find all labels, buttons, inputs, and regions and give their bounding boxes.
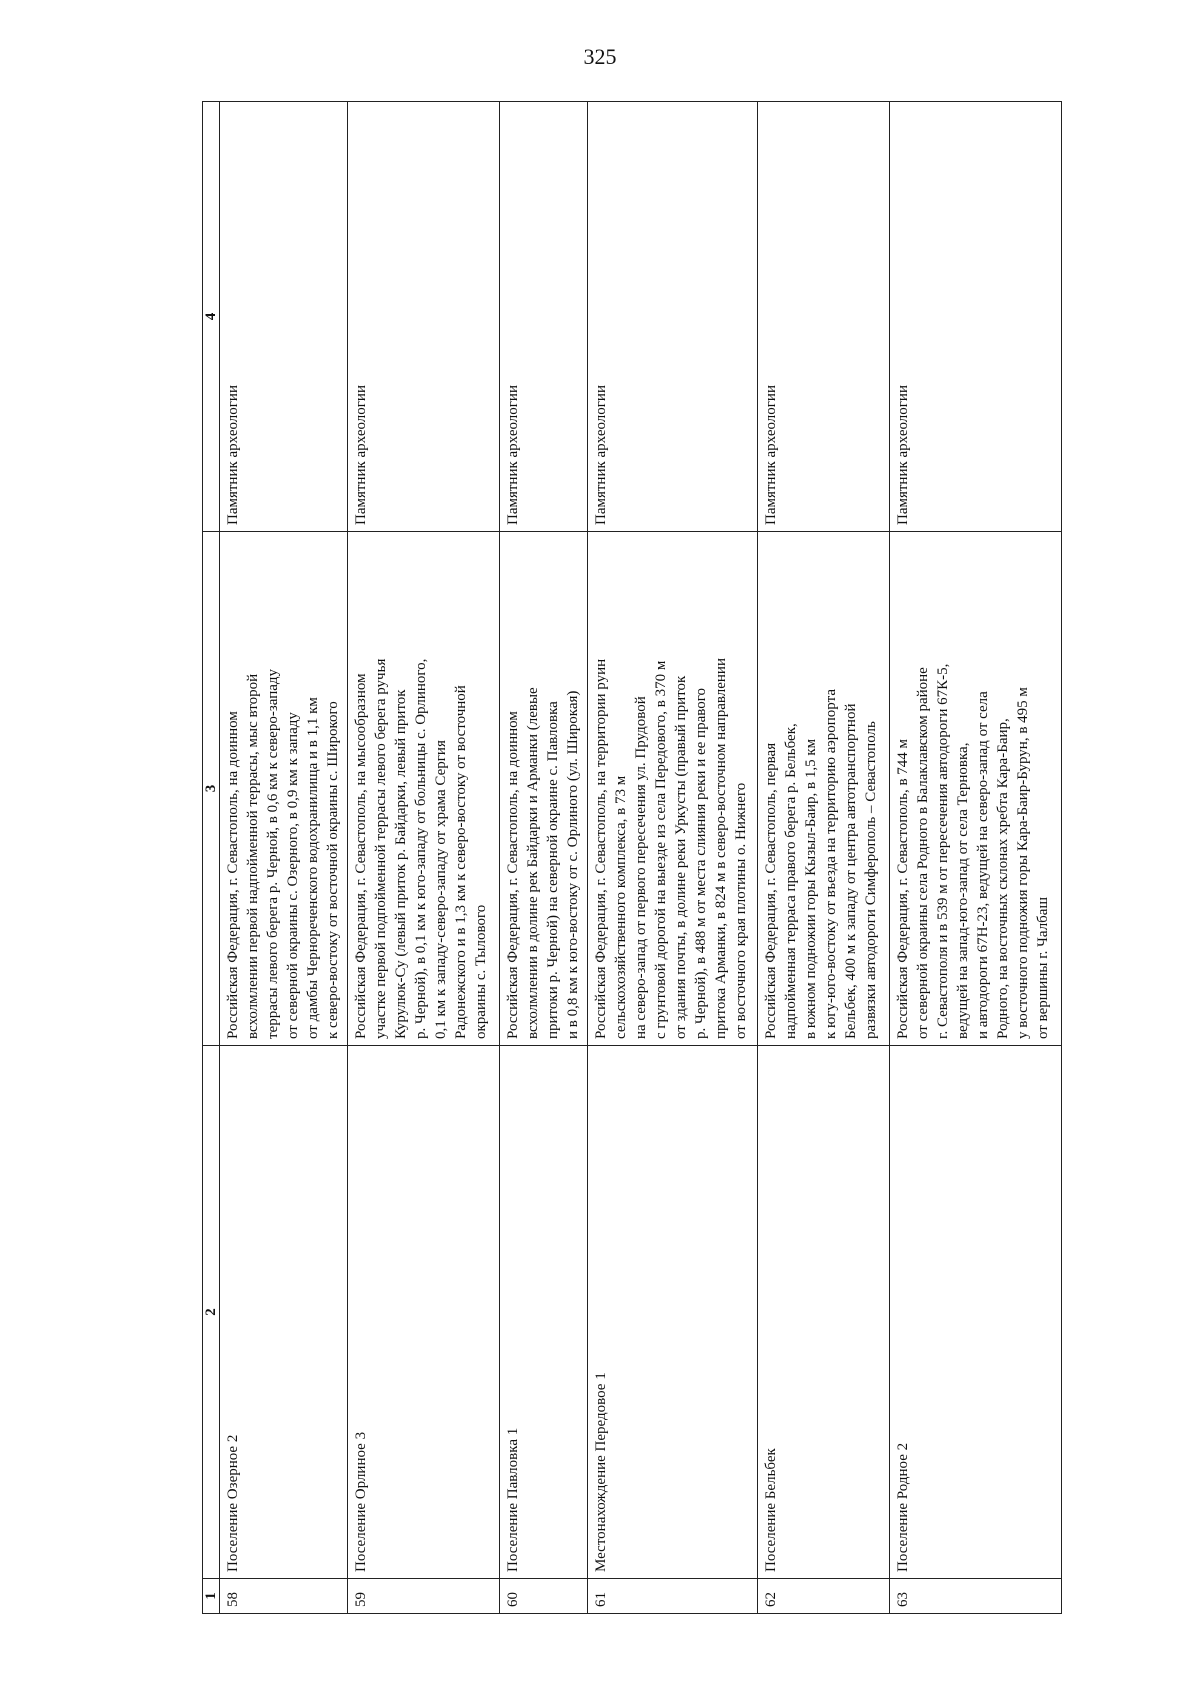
object-category: Памятник археологии xyxy=(890,102,1062,532)
object-location: Российская Федерация, г. Севастополь, на доинном всхолмлении в долине рек Байдарки и Арманки (левые притоки р. Черной) на северной окраине с. Павловка и в 0,8 км к юго-востоку от с. Орлиного (ул. Широкая) xyxy=(500,532,588,1046)
object-location: Российская Федерация, г. Севастополь, первая надпойменная терраса правого берега р. Бельбек, в южном подножии горы Кызыл-Баир, в 1,5 км к югу-юго-востоку от въезда на территорию аэропорта Бельбек, 400 м к западу от центра автотранспортной развязки автодороги Симферополь – Севастополь xyxy=(758,532,890,1046)
rotated-table-container xyxy=(202,102,1050,1614)
table-row xyxy=(758,102,890,1614)
table-row xyxy=(220,102,348,1614)
object-category: Памятник археологии xyxy=(348,102,500,532)
table-row xyxy=(890,102,1062,1614)
object-location: Российская Федерация, г. Севастополь, на территории руин сельскохозяйственного комплекса, в 73 м на северо-запад от первого пересечения ул. Прудовой с грунтовой дорогой на выезде из села Передового, в 370 м от здания почты, в долине реки Уркусты (правый приток р. Черной), в 488 м от места слияния реки и ее правого притока Арманки, в 824 м в северо-восточном направлении от восточного края плотины о. Нижнего xyxy=(588,532,758,1046)
object-location: Российская Федерация, г. Севастополь, на доинном всхолмлении первой надпойменной террасы, мыс второй террасы левого берега р. Черной, в 0,6 км к северо-западу от северной окраины с. Озерного, в 0,9 км к западу от дамбы Чернореченского водохранилища и в 1,1 км к северо-востоку от восточной окраины с. Широкого xyxy=(220,532,348,1046)
object-category: Памятник археологии xyxy=(588,102,758,532)
object-name: Поселение Орлиное 3 xyxy=(348,1046,500,1579)
table-row xyxy=(348,102,500,1614)
row-number: 59 xyxy=(348,1579,500,1614)
row-number: 63 xyxy=(890,1579,1062,1614)
object-category: Памятник археологии xyxy=(500,102,588,532)
object-name: Местонахождение Передовое 1 xyxy=(588,1046,758,1579)
header-col-1: 1 xyxy=(203,1579,220,1614)
object-location: Российская Федерация, г. Севастополь, на мысообразном участке первой подпойменной террасы левого берега ручья Курулюк-Су (левый приток р. Байдарки, левый приток р. Черной), в 0,1 км к юго-западу от больницы с. Орлиного, 0,1 км к западу-северо-западу от храма Сергия Радонежского и в 1,3 км к северо-востоку от восточной окраины с. Тылового xyxy=(348,532,500,1046)
row-number: 62 xyxy=(758,1579,890,1614)
object-name: Поселение Родное 2 xyxy=(890,1046,1062,1579)
row-number: 61 xyxy=(588,1579,758,1614)
table-row xyxy=(588,102,758,1614)
object-name: Поселение Озерное 2 xyxy=(220,1046,348,1579)
table-header-row xyxy=(203,102,220,1614)
page-number: 325 xyxy=(583,44,617,69)
object-location: Российская Федерация, г. Севастополь, в 744 м от северной окраины села Родного в Балаклавском районе г. Севастополя и в 539 м от пересечения автодороги 67К-5, ведущей на запад-юго-запад от села Терновка, и автодороги 67Н-23, ведущей на северо-запад от села Родного, на восточных склонах хребта Кара-Баир, у восточного подножия горы Кара-Баир-Бурун, в 495 м от вершины г. Чалбаш xyxy=(890,532,1062,1046)
object-category: Памятник археологии xyxy=(758,102,890,532)
object-name: Поселение Павловка 1 xyxy=(500,1046,588,1579)
row-number: 60 xyxy=(500,1579,588,1614)
header-col-4: 4 xyxy=(203,102,220,532)
object-category: Памятник археологии xyxy=(220,102,348,532)
table-row xyxy=(500,102,588,1614)
object-name: Поселение Бельбек xyxy=(758,1046,890,1579)
row-number: 58 xyxy=(220,1579,348,1614)
monuments-table xyxy=(202,101,1062,1614)
header-col-3: 3 xyxy=(203,532,220,1046)
header-col-2: 2 xyxy=(203,1046,220,1579)
